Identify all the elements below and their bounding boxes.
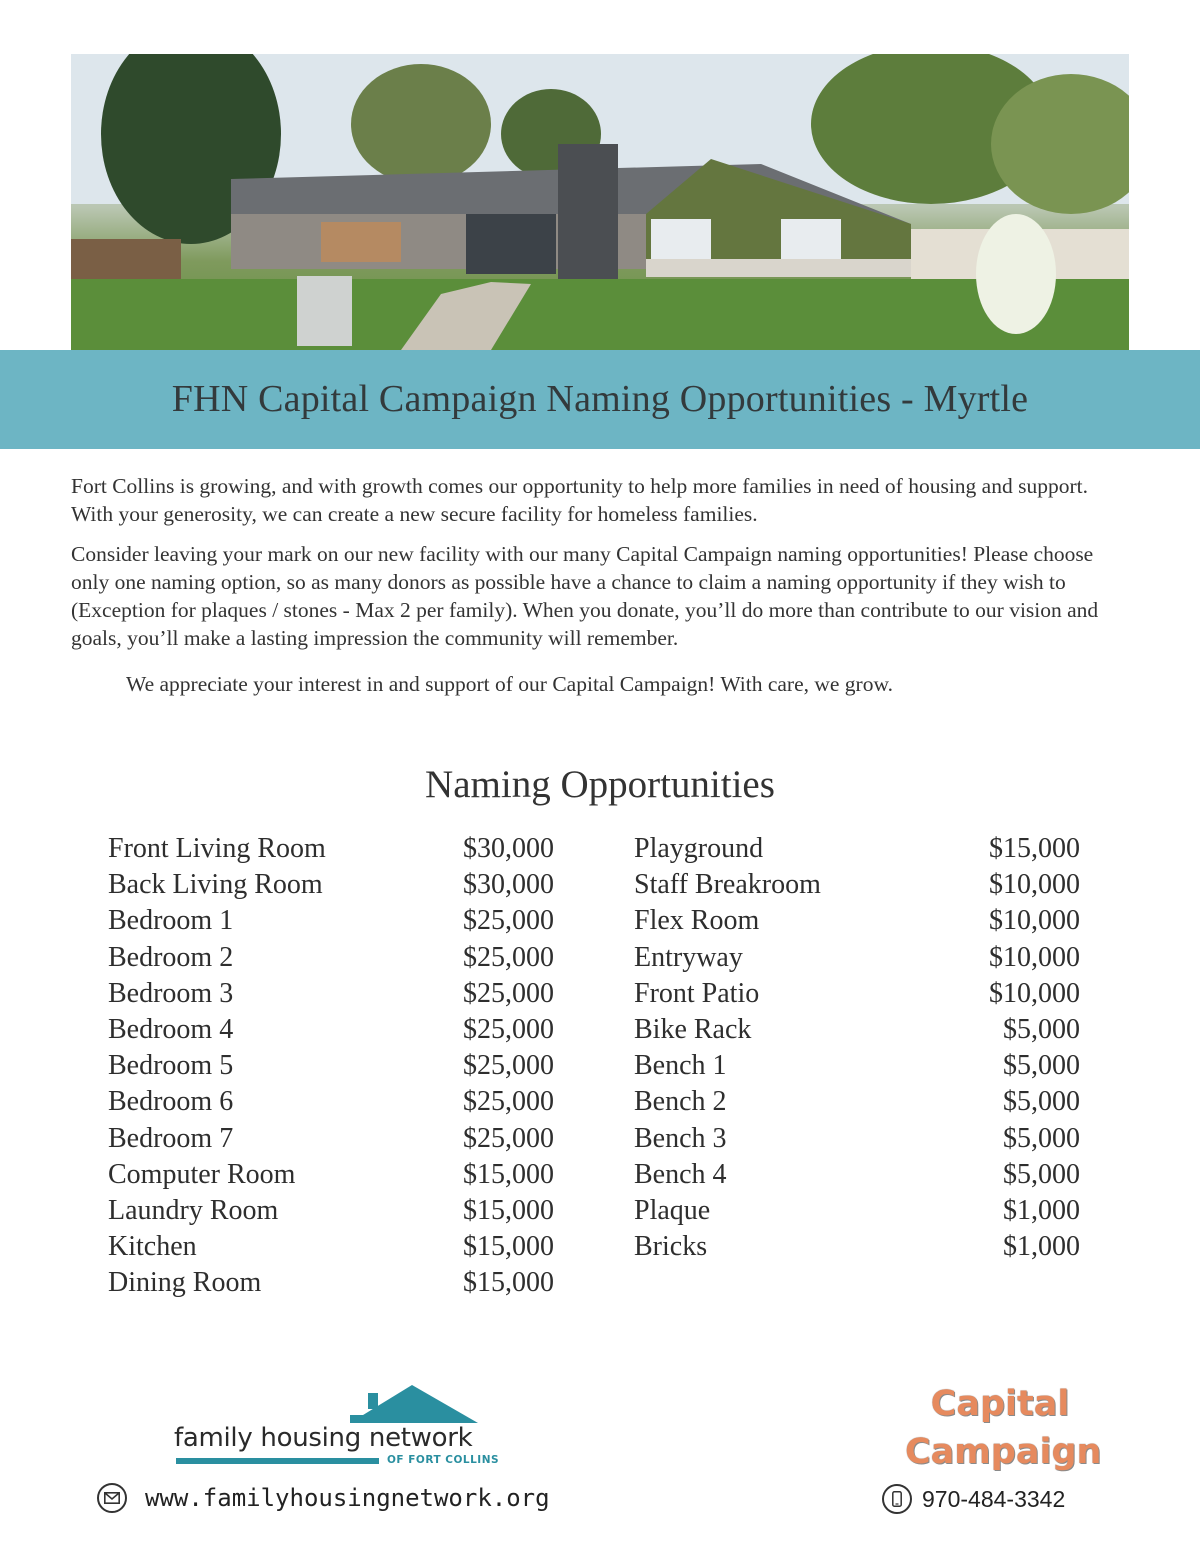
naming-item — [108, 1123, 554, 1159]
naming-item — [108, 942, 554, 978]
item-price: $15,000 — [463, 1194, 554, 1226]
item-name: Bedroom 5 — [108, 1050, 234, 1082]
phone-contact[interactable] — [882, 1482, 1065, 1516]
item-name: Bench 3 — [634, 1122, 727, 1154]
logo-name: family housing network — [174, 1423, 473, 1453]
website-link[interactable]: www.familyhousingnetwork.org — [145, 1484, 550, 1512]
naming-item — [634, 1086, 1080, 1122]
item-price: $10,000 — [989, 941, 1080, 973]
naming-item — [108, 833, 554, 869]
item-name: Bedroom 1 — [108, 905, 234, 937]
naming-item — [108, 1159, 554, 1195]
closing-line: We appreciate your interest in and support of our Capital Campaign! With care, we grow. — [126, 672, 893, 696]
intro-paragraph: Fort Collins is growing, and with growth comes our opportunity to help more families in need of housing and support. With your generosity, we can create a new secure facility for homeless families. — [71, 474, 1088, 526]
item-name: Bedroom 2 — [108, 941, 234, 973]
item-name: Bedroom 4 — [108, 1013, 234, 1045]
item-price: $30,000 — [463, 833, 554, 864]
item-name: Bedroom 7 — [108, 1122, 234, 1154]
naming-item — [108, 1267, 554, 1303]
naming-list-right — [634, 833, 1080, 1267]
hero-photo — [71, 54, 1129, 350]
naming-item — [108, 1014, 554, 1050]
naming-item — [108, 1231, 554, 1267]
logo-subtitle: OF FORT COLLINS — [387, 1454, 500, 1466]
naming-item — [634, 869, 1080, 905]
item-price: $15,000 — [463, 1231, 554, 1263]
item-name: Back Living Room — [108, 869, 323, 901]
naming-item — [108, 869, 554, 905]
naming-item — [634, 1014, 1080, 1050]
item-name: Staff Breakroom — [634, 869, 821, 901]
item-price: $25,000 — [463, 1013, 554, 1045]
house-logo-icon — [350, 1385, 480, 1427]
item-price: $1,000 — [1003, 1194, 1080, 1226]
item-price: $30,000 — [463, 869, 554, 901]
item-name: Bench 2 — [634, 1086, 727, 1118]
item-price: $5,000 — [1003, 1050, 1080, 1082]
item-name: Bike Rack — [634, 1013, 752, 1045]
capital-campaign-badge — [905, 1380, 1102, 1476]
house-illustration — [71, 54, 1129, 350]
naming-item — [108, 905, 554, 941]
intro-paragraph: Consider leaving your mark on our new facility with our many Capital Campaign naming opportunities! Please choose only one naming option, so as many donors as possible have a chance to claim a naming opportunity if they wish to (Exception for plaques / stones - Max 2 per family). When you donate, you’ll do more than contribute to our vision and goals, you’ll make a lasting impression the community will remember. — [71, 542, 1099, 650]
item-price: $25,000 — [463, 977, 554, 1009]
item-price: $15,000 — [989, 833, 1080, 864]
logo-bar — [176, 1458, 379, 1464]
item-price: $5,000 — [1003, 1086, 1080, 1118]
naming-opportunities-heading: Naming Opportunities — [425, 763, 775, 806]
naming-item — [634, 942, 1080, 978]
item-name: Bricks — [634, 1231, 708, 1263]
item-price: $1,000 — [1003, 1231, 1080, 1263]
page-title: FHN Capital Campaign Naming Opportunities - Myrtle — [171, 378, 1029, 420]
intro-text — [71, 472, 1131, 710]
item-price: $25,000 — [463, 941, 554, 973]
item-name: Plaque — [634, 1194, 711, 1226]
item-name: Computer Room — [108, 1158, 296, 1190]
badge-line: Campaign — [905, 1432, 1102, 1472]
naming-item — [108, 1086, 554, 1122]
item-price: $10,000 — [989, 869, 1080, 901]
phone-number[interactable]: 970-484-3342 — [922, 1485, 1066, 1512]
fhn-logo — [172, 1385, 512, 1480]
item-name: Laundry Room — [108, 1194, 279, 1226]
item-price: $15,000 — [463, 1158, 554, 1190]
item-price: $25,000 — [463, 1122, 554, 1154]
item-price: $25,000 — [463, 1050, 554, 1082]
naming-item — [634, 905, 1080, 941]
item-name: Bench 1 — [634, 1050, 727, 1082]
item-price: $5,000 — [1003, 1122, 1080, 1154]
item-price: $10,000 — [989, 977, 1080, 1009]
naming-item — [634, 1231, 1080, 1267]
item-name: Kitchen — [108, 1231, 197, 1263]
naming-item — [634, 1050, 1080, 1086]
item-name: Bedroom 3 — [108, 977, 234, 1009]
naming-item — [108, 1195, 554, 1231]
naming-item — [108, 1050, 554, 1086]
item-name: Front Living Room — [108, 833, 326, 864]
naming-item — [634, 978, 1080, 1014]
badge-line: Capital — [930, 1384, 1070, 1424]
website[interactable] — [97, 1481, 550, 1515]
item-price: $5,000 — [1003, 1013, 1080, 1045]
item-name: Entryway — [634, 941, 743, 973]
naming-item — [634, 1195, 1080, 1231]
item-price: $15,000 — [463, 1267, 554, 1299]
naming-item — [634, 1123, 1080, 1159]
item-name: Front Patio — [634, 977, 760, 1009]
title-banner — [0, 350, 1200, 449]
item-price: $10,000 — [989, 905, 1080, 937]
item-name: Dining Room — [108, 1267, 262, 1299]
item-name: Flex Room — [634, 905, 760, 937]
naming-item — [634, 833, 1080, 869]
item-price: $25,000 — [463, 905, 554, 937]
naming-list-left — [108, 833, 554, 1303]
phone-icon — [882, 1484, 912, 1514]
naming-item — [108, 978, 554, 1014]
naming-item — [634, 1159, 1080, 1195]
item-price: $5,000 — [1003, 1158, 1080, 1190]
item-name: Bedroom 6 — [108, 1086, 234, 1118]
item-name: Bench 4 — [634, 1158, 727, 1190]
envelope-icon — [97, 1483, 127, 1513]
item-price: $25,000 — [463, 1086, 554, 1118]
item-name: Playground — [634, 833, 764, 864]
